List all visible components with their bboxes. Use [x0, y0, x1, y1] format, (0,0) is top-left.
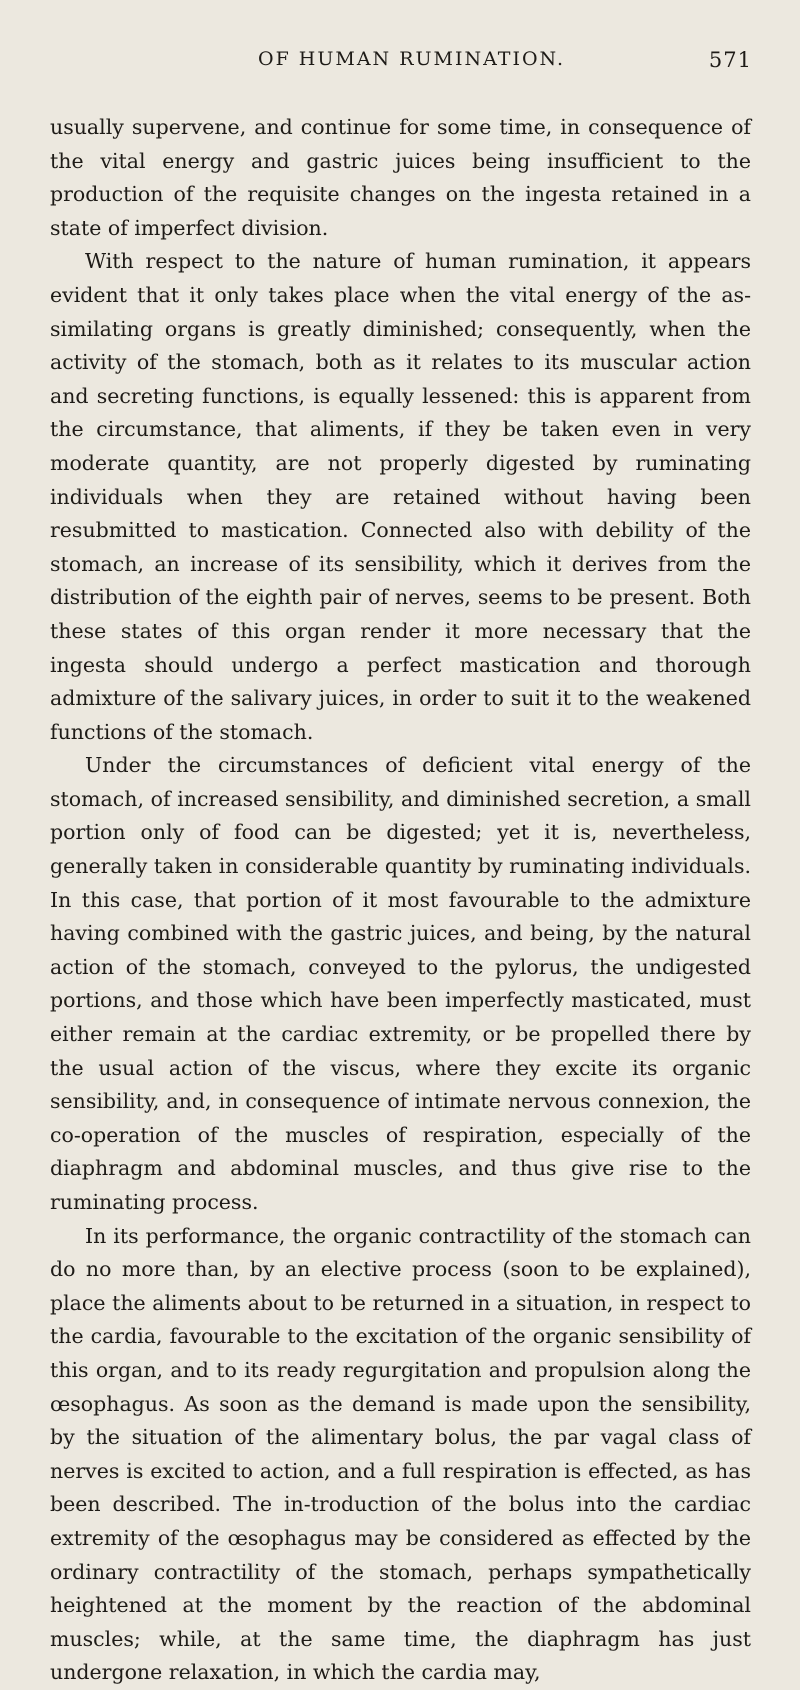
paragraph-continuation: usually supervene, and continue for some time, in consequence of the vital energy and gastric juices being insufficient to the production of the requisite changes on the ingesta retained in a state of imperfect division. [50, 115, 751, 240]
running-title: OF HUMAN RUMINATION. [258, 48, 566, 70]
paragraph: In its performance, the organic contractility of the stomach can do no more than, by an elective process (soon to be explained), place the aliments about to be returned in a situation, in respect to the cardia, favourable to the excitation of the organic sensibility of this organ, and to its ready regurgitation and propulsion along the œsophagus. As soon as the demand is made upon the sensibility, by the situation of the alimentary bolus, the par vagal class of nerves is excited to action, and a full respiration is effected, as has been described. The in-troduction of the bolus into the cardiac extremity of the œsophagus may be considered as effected by the ordinary contractility of the stomach, perhaps sympathetically heightened at the moment by the reaction of the abdominal muscles; while, at the same time, the diaphragm has just undergone relaxation, in which the cardia may, [50, 1223, 751, 1685]
paragraph: With respect to the nature of human rumination, it appears evident that it only takes place when the vital energy of the as-similating organs is greatly diminished; consequently, when the activity of the stomach, both as it relates to its muscular action and secreting functions, is equally lessened: this is apparent from the circumstance, that aliments, if they be taken even in very moderate quantity, are not properly digested by ruminating individuals when they are retained without having been resubmitted to mastication. Connected also with debility of the stomach, an increase of its sensibility, which it derives from the distribution of the eighth pair of nerves, seems to be present. Both these states of this organ render it more necessary that the ingesta should undergo a perfect mastication and thorough admixture of the salivary juices, in order to suit it to the weakened functions of the stomach. [50, 249, 751, 744]
page-number: 571 [708, 48, 752, 72]
body-text [50, 111, 751, 1690]
paragraph: Under the circumstances of deficient vital energy of the stomach, of increased sensibility, and diminished secretion, a small portion only of food can be digested; yet it is, nevertheless, generally taken in considerable quantity by ruminating individuals. In this case, that portion of it most favourable to the admixture having combined with the gastric juices, and being, by the natural action of the stomach, conveyed to the pylorus, the undigested portions, and those which have been imperfectly masticated, must either remain at the cardiac extremity, or be propelled there by the usual action of the viscus, where they excite its organic sensibility, and, in consequence of intimate nervous connexion, the co-operation of the muscles of respiration, especially of the diaphragm and abdominal muscles, and thus give rise to the ruminating process. [50, 753, 751, 1214]
running-head [0, 48, 800, 78]
